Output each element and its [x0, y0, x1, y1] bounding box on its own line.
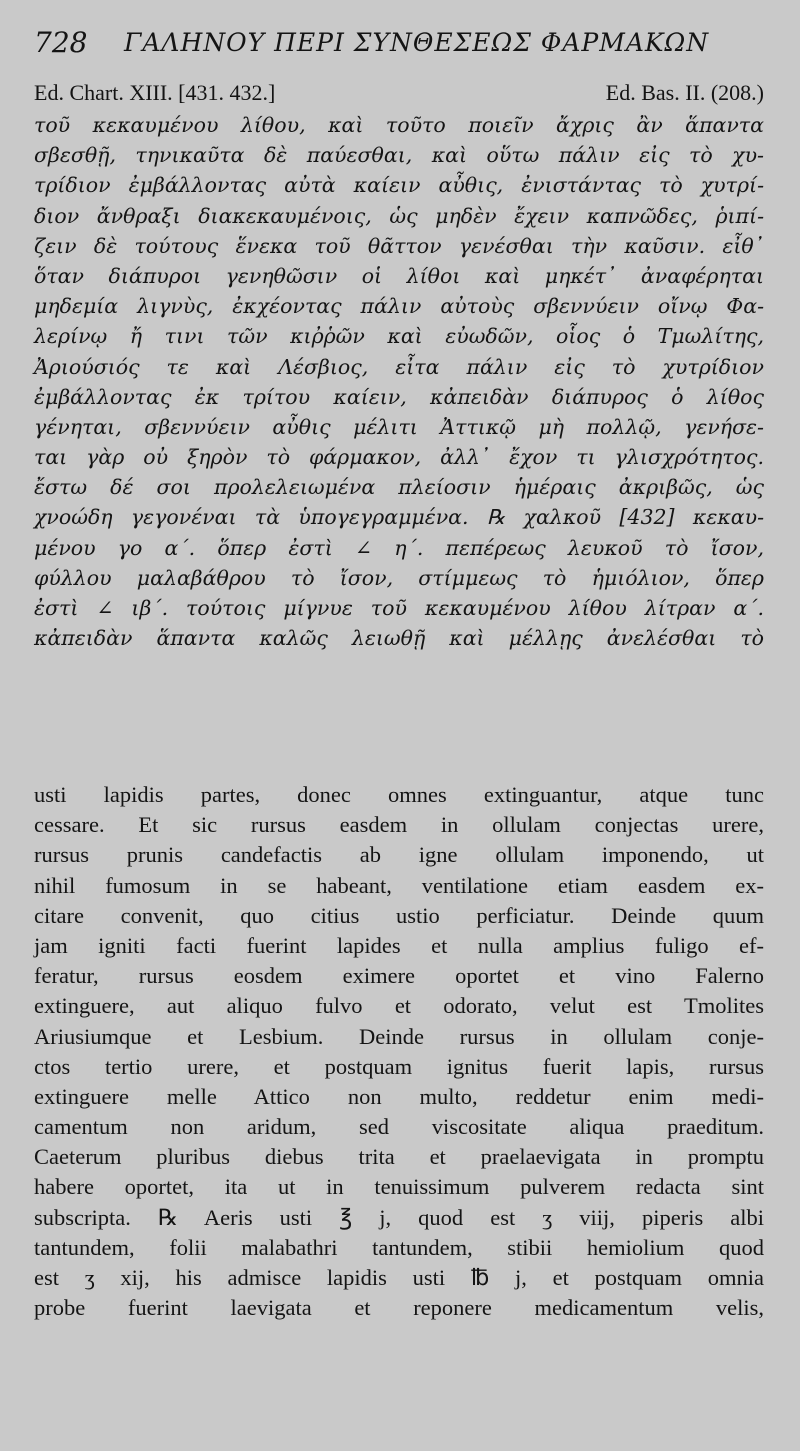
latin-line: Caeterum pluribus diebus trita et praelaevigata in promptu	[34, 1144, 764, 1170]
edition-reference-line	[34, 80, 764, 110]
latin-line: tantundem, folii malabathri tantundem, stibii hemiolium quod	[34, 1234, 764, 1260]
latin-line: cessare. Et sic rursus easdem in ollulam conjectas urere,	[34, 812, 764, 838]
greek-line: σβεσθῇ, τηνικαῦτα δὲ παύεσθαι, καὶ οὕτω πάλιν εἰς τὸ χυ-	[34, 143, 764, 168]
greek-line: μηδεμία λιγνὺς, ἐκχέοντας πάλιν αὐτοὺς σβεννύειν οἴνῳ Φα-	[34, 294, 764, 319]
greek-line: διον ἄνθραξι διακεκαυμένοις, ὡς μηδὲν ἔχειν καπνῶδες, ῥιπί-	[34, 203, 764, 228]
running-title: ΓΑΛΗΝΟΥ ΠΕΡΙ ΣΥΝΘΕΣΕΩΣ ΦΑΡΜΑΚΩΝ	[124, 28, 710, 57]
greek-line: Ἀριούσιός τε καὶ Λέσβιος, εἶτα πάλιν εἰς τὸ χυτρίδιον	[34, 354, 764, 379]
greek-line: χνοώδη γεγονέναι τὰ ὑπογεγραμμένα. ℞ χαλκοῦ [432] κεκαυ-	[34, 505, 764, 530]
latin-line: Ariusiumque et Lesbium. Deinde rursus in ollulam conje-	[34, 1023, 764, 1049]
latin-text-block	[34, 780, 764, 1323]
edition-reference-chartier: Ed. Chart. XIII. [431. 432.]	[34, 80, 276, 105]
latin-line: habere oportet, ita ut in tenuissimum pulverem redacta sint	[34, 1174, 764, 1200]
greek-line: ζειν δὲ τούτους ἕνεκα τοῦ θᾶττον γενέσθαι τὴν καῦσιν. εἶθ᾽	[34, 233, 764, 258]
greek-line: ται γὰρ οὐ ξηρὸν τὸ φάρμακον, ἀλλ᾽ ἔχον τι γλισχρότητος.	[34, 445, 764, 470]
greek-line: ὅταν διάπυροι γενηθῶσιν οἱ λίθοι καὶ μηκέτ᾽ ἀναφέρηται	[34, 263, 764, 288]
greek-line: λερίνῳ ἤ τινι τῶν κιῤῥῶν καὶ εὐωδῶν, οἷος ὁ Τμωλίτης,	[34, 324, 764, 349]
latin-line: feratur, rursus eosdem eximere oportet et vino Falerno	[34, 963, 764, 989]
latin-line: probe fuerint laevigata et reponere medicamentum velis,	[34, 1295, 764, 1321]
greek-line: μένου γο α΄. ὅπερ ἐστὶ ∠ η΄. πεπέρεως λευκοῦ τὸ ἴσον,	[34, 535, 764, 560]
greek-line: τρίδιον ἐμβάλλοντας αὐτὰ καίειν αὖθις, ἐνιστάντας τὸ χυτρί-	[34, 173, 764, 198]
greek-line: γένηται, σβεννύειν αὖθις μέλιτι Ἀττικῷ μὴ πολλῷ, γενήσε-	[34, 414, 764, 439]
greek-line: ἐστὶ ∠ ιβ΄. τούτοις μίγνυε τοῦ κεκαυμένου λίθου λίτραν α΄.	[34, 596, 764, 620]
greek-text-block	[34, 110, 764, 653]
latin-line: rursus prunis candefactis ab igne ollulam imponendo, ut	[34, 842, 764, 868]
greek-line: τοῦ κεκαυμένου λίθου, καὶ τοῦτο ποιεῖν ἄχρις ἂν ἅπαντα	[34, 113, 764, 137]
greek-line: κἀπειδὰν ἅπαντα καλῶς λειωθῇ καὶ μέλλῃς ἀνελέσθαι τὸ	[34, 626, 764, 651]
latin-line: usti lapidis partes, donec omnes extinguantur, atque tunc	[34, 782, 764, 807]
latin-line: camentum non aridum, sed viscositate aliqua praeditum.	[34, 1114, 764, 1140]
latin-line: jam igniti facti fuerint lapides et nulla amplius fuligo ef-	[34, 932, 764, 958]
greek-line: ἐμβάλλοντας ἐκ τρίτου καίειν, κἀπειδὰν διάπυρος ὁ λίθος	[34, 384, 764, 409]
greek-line: φύλλου μαλαβάθρου τὸ ἴσον, στίμμεως τὸ ἡμιόλιον, ὅπερ	[34, 565, 764, 590]
latin-line: extinguere melle Attico non multo, reddetur enim medi-	[34, 1083, 764, 1109]
latin-line: extinguere, aut aliquo fulvo et odorato, velut est Tmolites	[34, 993, 764, 1019]
page-number: 728	[34, 26, 88, 59]
latin-line: citare convenit, quo citius ustio perficiatur. Deinde quum	[34, 902, 764, 928]
latin-line: subscripta. ℞ Aeris usti ℥ j, quod est ʒ viij, piperis albi	[34, 1204, 764, 1230]
latin-line: est ʒ xij, his admisce lapidis usti ℔ j, et postquam omnia	[34, 1265, 764, 1290]
latin-line: nihil fumosum in se habeant, ventilatione etiam easdem ex-	[34, 872, 764, 898]
page-header	[34, 22, 774, 74]
latin-line: ctos tertio urere, et postquam ignitus fuerit lapis, rursus	[34, 1053, 764, 1079]
greek-line: ἔστω δέ σοι προλελειωμένα πλείοσιν ἡμέραις ἀκριβῶς, ὡς	[34, 475, 764, 500]
edition-reference-basel: Ed. Bas. II. (208.)	[605, 80, 764, 105]
